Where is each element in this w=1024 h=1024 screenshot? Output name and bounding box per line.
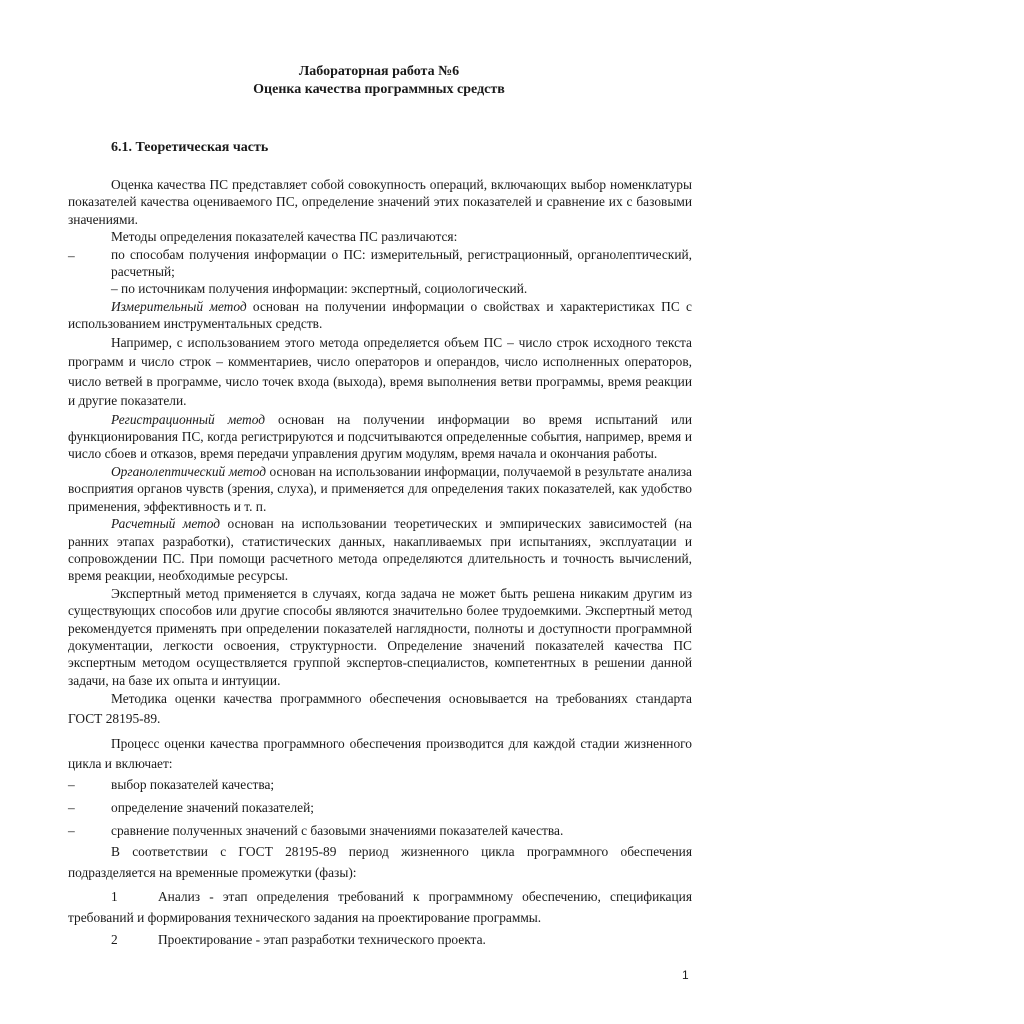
document-title	[240, 63, 518, 99]
paragraph	[68, 463, 692, 515]
list-item-text: сравнение полученных значений с базовыми значениями показателей качества.	[111, 823, 564, 839]
dash-marker: –	[68, 777, 75, 793]
paragraph-text: основан на использовании информации, получаемой в результате анализа восприятия органов чувств (зрения, слуха), и применяется для определения таких показателей, как удобство применения, эффективность и т. п.	[68, 463, 692, 514]
paragraph-text: основан на получении информации о свойствах и характеристиках ПС с использованием инструментальных средств.	[68, 298, 692, 332]
document-body	[68, 176, 692, 951]
list-item	[68, 246, 692, 281]
paragraph-text: основан на получении информации во время испытаний или функционирования ПС, когда регистрируются и подсчитываются определенные события, например, время и число сбоев и отказов, время передачи управления другим модулям, время начала и окончания работы.	[68, 411, 692, 462]
paragraph: Методы определения показателей качества ПС различаются:	[111, 229, 458, 245]
dash-marker: –	[68, 823, 75, 839]
phase-number: 2	[111, 932, 118, 948]
list-item-text: определение значений показателей;	[111, 800, 315, 816]
dash-marker: –	[68, 247, 75, 263]
phase-text: Анализ - этап определения требований к программному обеспечению, спецификация требований и формирования технического задания на проектирование программы.	[68, 889, 692, 925]
list-item-text: выбор показателей качества;	[111, 777, 275, 793]
paragraph: Оценка качества ПС представляет собой совокупность операций, включающих выбор номенклатуры показателей качества оцениваемого ПС, определение значений этих показателей и сравнение их с базовыми значениями.	[68, 177, 692, 227]
paragraph: – по источникам получения информации: экспертный, социологический.	[111, 281, 528, 297]
list-item	[68, 819, 692, 842]
phase-item	[68, 887, 692, 928]
process-list	[68, 773, 692, 842]
phase-list	[68, 887, 692, 951]
method-term: Регистрационный метод	[111, 411, 266, 427]
list-item	[68, 796, 692, 819]
phase-number: 1	[111, 889, 118, 905]
method-term: Органолептический метод	[111, 463, 267, 479]
phase-item	[68, 930, 692, 951]
page-number: 1	[682, 968, 689, 982]
paragraph: Экспертный метод применяется в случаях, когда задача не может быть решена никаким другим из существующих способов или другие способы являются значительно более трудоемкими. Экспертный метод рекомендуется применять при определении показателей наглядности, полноты и доступности программной документации, легкости освоения, структурности. Определение значений показателей качества ПС экспертным методом осуществляется группой экспертов-специалистов, компетентных в решении данной задачи, на базе их опыта и интуиции.	[68, 585, 692, 688]
title-line-2: Оценка качества программных средств	[253, 82, 505, 97]
method-term: Расчетный метод	[111, 516, 221, 532]
dash-marker: –	[68, 800, 75, 816]
paragraph: В соответствии с ГОСТ 28195-89 период жизненного цикла программного обеспечения подразделяется на временные промежутки (фазы):	[68, 844, 692, 880]
list-item	[68, 773, 692, 796]
title-line-1: Лабораторная работа №6	[298, 64, 460, 79]
paragraph	[68, 515, 692, 585]
section-heading: 6.1. Теоретическая часть	[111, 140, 269, 155]
list-item-text: по способам получения информации о ПС: измерительный, регистрационный, органолептический, расчетный;	[111, 246, 692, 280]
paragraph: Методика оценки качества программного обеспечения основывается на требованиях стандарта ГОСТ 28195-89.	[68, 691, 692, 726]
paragraph: Например, с использованием этого метода определяется объем ПС – число строк исходного текста программ и число строк – комментариев, число операторов и операндов, число исполненных операторов, число ветвей в программе, число точек входа (выхода), время выполнения ветви программы, время реакции и другие показатели.	[68, 334, 692, 409]
paragraph-text: основан на использовании теоретических и эмпирических зависимостей (на ранних этапах разработки), статистических данных, накапливаемых при испытаниях, эксплуатации и сопровождении ПС. При помощи расчетного метода определяются длительность и точность вычислений, время реакции, необходимые ресурсы.	[68, 516, 692, 584]
paragraph	[68, 411, 692, 463]
paragraph: Процесс оценки качества программного обеспечения производится для каждой стадии жизненного цикла и включает:	[68, 736, 692, 771]
paragraph	[68, 298, 692, 333]
phase-text: Проектирование - этап разработки технического проекта.	[158, 932, 486, 948]
method-term: Измерительный метод	[111, 298, 247, 314]
